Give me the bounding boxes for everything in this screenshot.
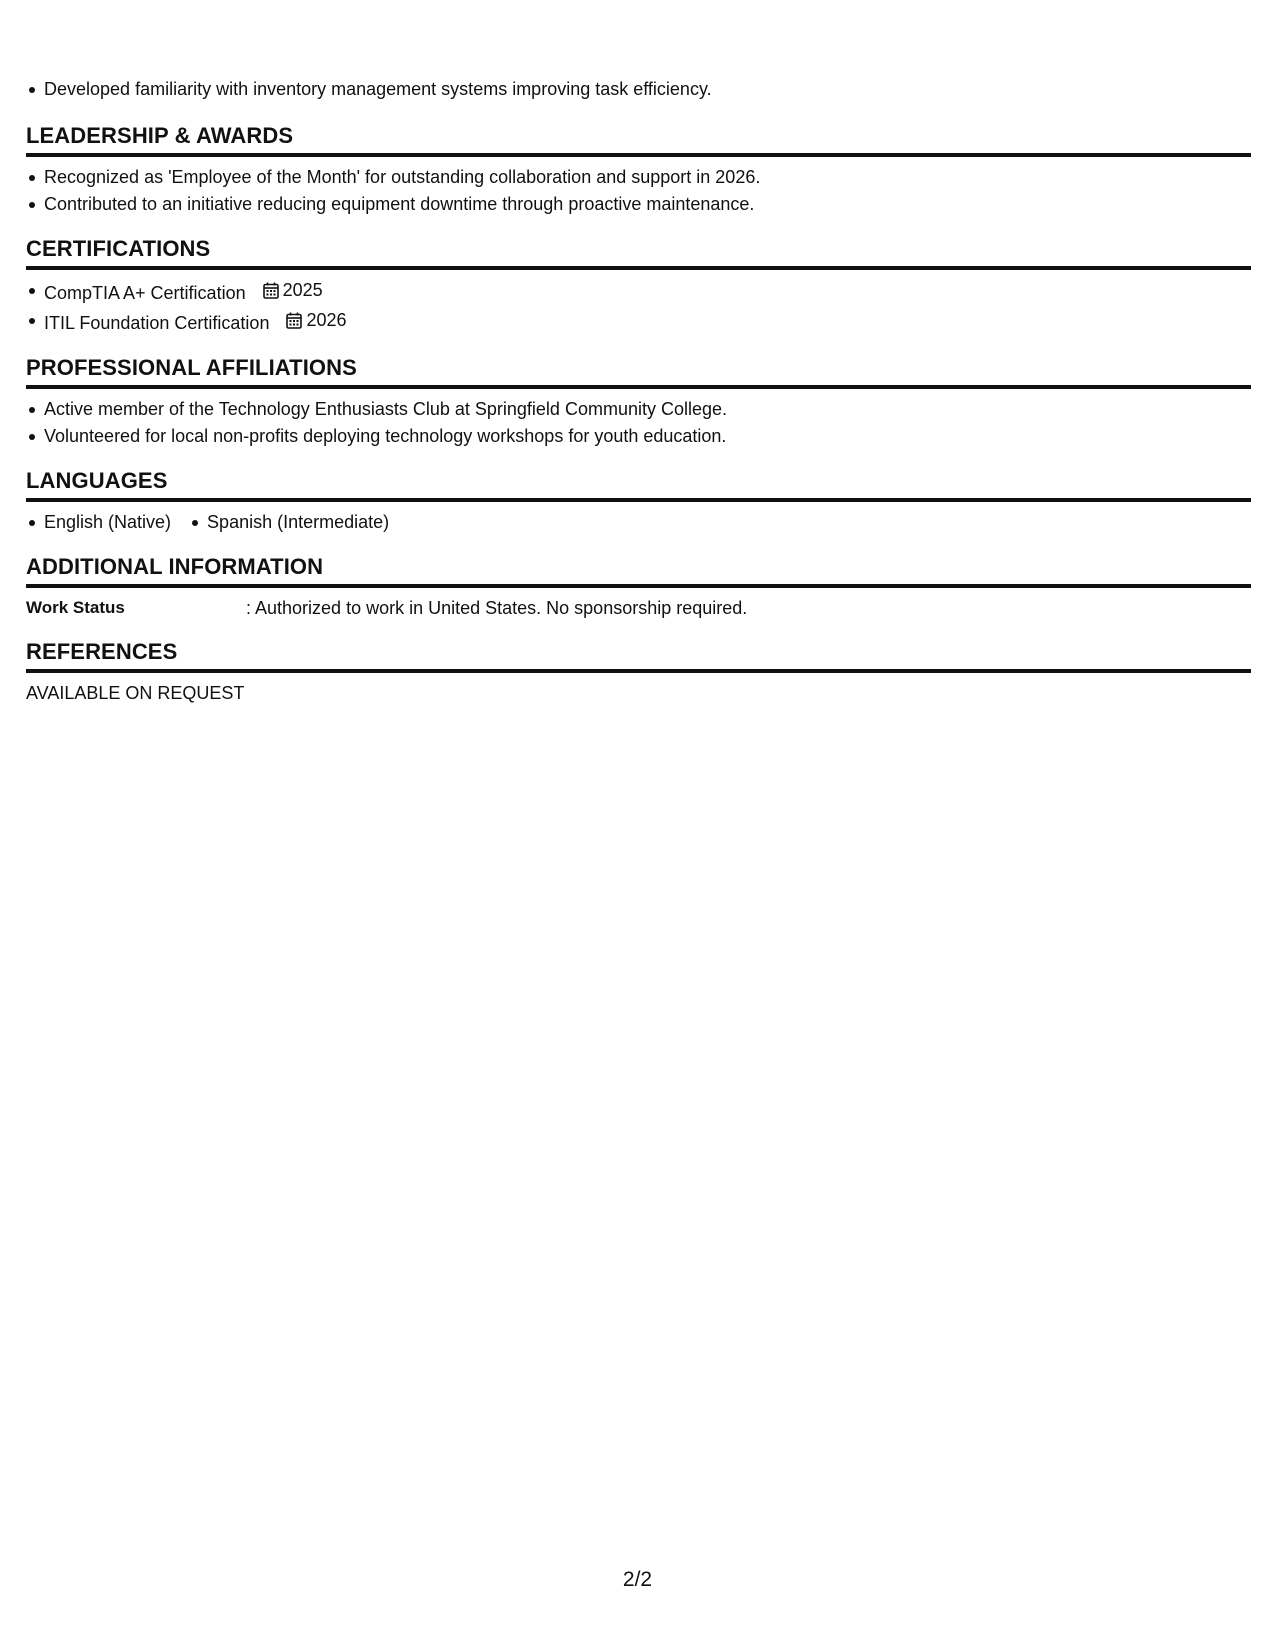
section-title-affiliations: PROFESSIONAL AFFILIATIONS: [26, 355, 1251, 389]
certifications-section: [26, 236, 1251, 337]
section-title-additional-info: ADDITIONAL INFORMATION: [26, 554, 1251, 588]
calendar-icon: [263, 282, 279, 299]
certification-date: [286, 307, 346, 334]
languages-section: [26, 468, 1251, 536]
section-title-certifications: CERTIFICATIONS: [26, 236, 1251, 270]
references-text: AVAILABLE ON REQUEST: [26, 683, 245, 703]
info-key: Work Status: [26, 598, 125, 617]
experience-bullets: [26, 76, 1251, 103]
affiliation-item: Volunteered for local non-profits deploying technology workshops for youth education.: [44, 423, 1251, 450]
additional-info-section: [26, 554, 1251, 621]
resume-page: [26, 76, 1251, 706]
calendar-icon: [286, 312, 302, 329]
language-item: Spanish (Intermediate): [207, 509, 389, 536]
leadership-item: Contributed to an initiative reducing equipment downtime through proactive maintenance.: [44, 191, 1251, 218]
certification-name: ITIL Foundation Certification: [44, 313, 270, 333]
leadership-list: [26, 164, 1251, 218]
certification-year: 2025: [282, 280, 323, 300]
leadership-item: Recognized as 'Employee of the Month' for outstanding collaboration and support in 2026.: [44, 164, 1251, 191]
section-title-leadership: LEADERSHIP & AWARDS: [26, 123, 1251, 157]
experience-bullet: Developed familiarity with inventory management systems improving task efficiency.: [44, 76, 1251, 103]
language-item: English (Native): [44, 509, 171, 536]
certifications-list: [26, 277, 1251, 337]
certification-item: [44, 277, 1251, 307]
section-title-references: REFERENCES: [26, 639, 1251, 673]
affiliation-item: Active member of the Technology Enthusiasts Club at Springfield Community College.: [44, 396, 1251, 423]
certification-year: 2026: [306, 310, 347, 330]
info-row-work-status: [26, 595, 1251, 621]
affiliations-section: [26, 355, 1251, 450]
affiliations-list: [26, 396, 1251, 450]
languages-list: [26, 509, 1251, 536]
references-section: [26, 639, 1251, 706]
certification-item: [44, 307, 1251, 337]
leadership-section: [26, 123, 1251, 218]
certification-name: CompTIA A+ Certification: [44, 283, 246, 303]
section-title-languages: LANGUAGES: [26, 468, 1251, 502]
page-number: 2/2: [622, 1568, 653, 1591]
certification-date: [263, 277, 323, 304]
info-value: : Authorized to work in United States. No sponsorship required.: [246, 598, 748, 618]
